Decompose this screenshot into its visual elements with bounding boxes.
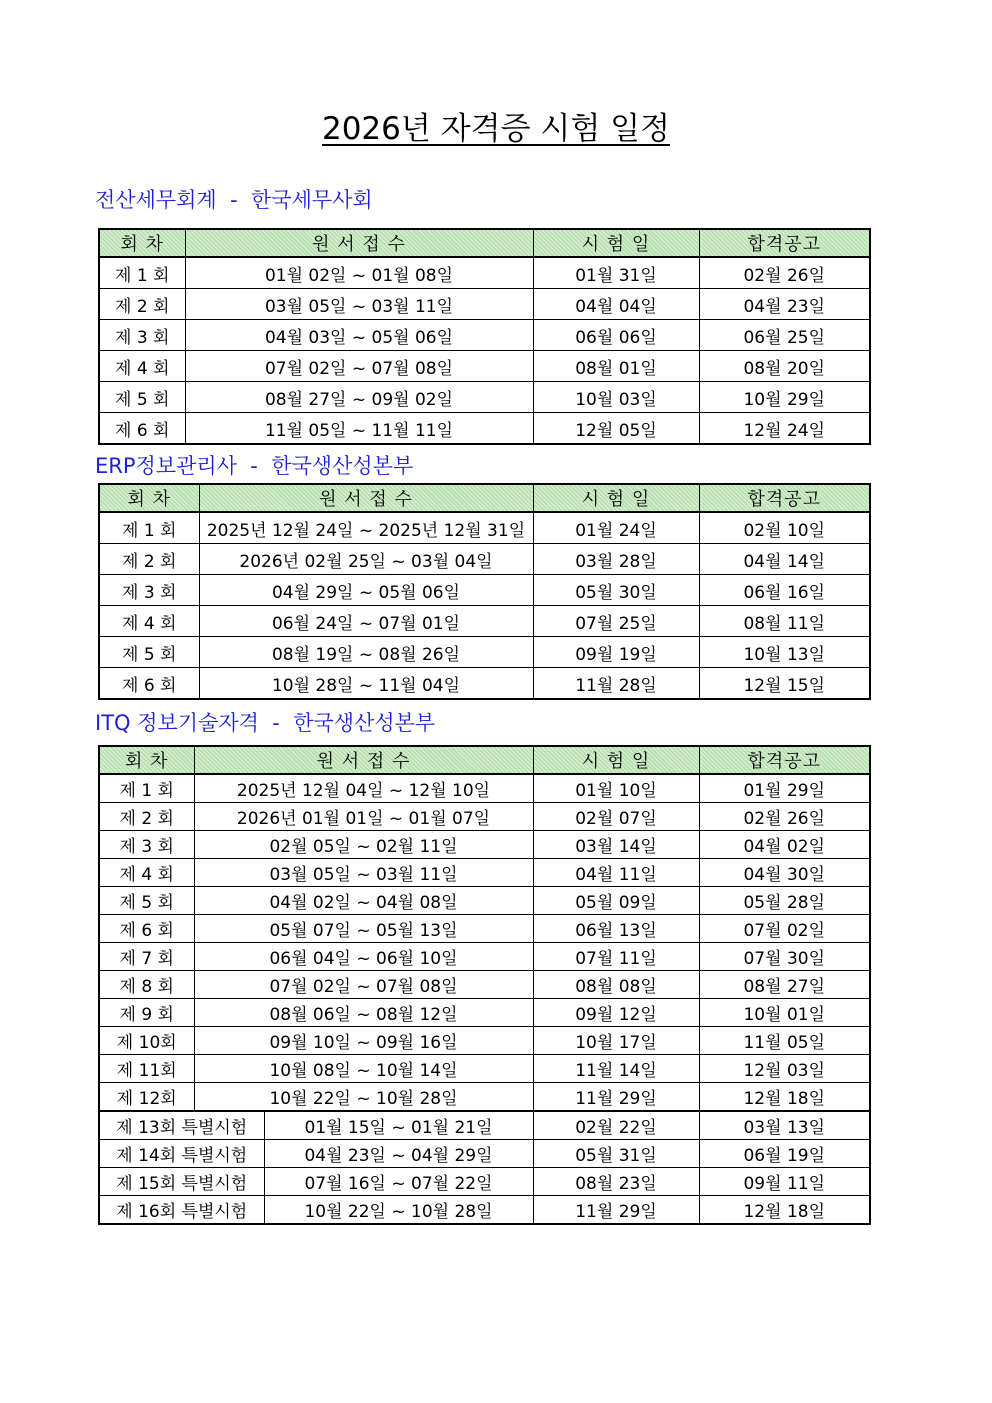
cell-exam: 12월 05일 xyxy=(533,413,699,445)
table-row-special xyxy=(99,1196,870,1225)
cell-exam: 11월 14일 xyxy=(533,1055,699,1083)
cell-round: 제 13회 특별시험 xyxy=(99,1111,264,1140)
cell-apply: 01월 15일 ~ 01월 21일 xyxy=(264,1111,533,1140)
cell-apply: 2025년 12월 24일 ~ 2025년 12월 31일 xyxy=(199,512,533,544)
cell-apply: 05월 07일 ~ 05월 13일 xyxy=(194,915,533,943)
cell-exam: 05월 09일 xyxy=(533,887,699,915)
cell-round: 제 6 회 xyxy=(99,668,199,700)
table-row xyxy=(99,413,870,445)
cell-apply: 07월 16일 ~ 07월 22일 xyxy=(264,1168,533,1196)
cell-apply: 04월 02일 ~ 04월 08일 xyxy=(194,887,533,915)
section-heading-erp: ERP정보관리사 - 한국생산성본부 xyxy=(95,454,414,478)
header-round: 회 차 xyxy=(99,484,199,512)
cell-round: 제 15회 특별시험 xyxy=(99,1168,264,1196)
cell-apply: 07월 02일 ~ 07월 08일 xyxy=(185,351,533,382)
table-row xyxy=(99,606,870,637)
cell-exam: 03월 28일 xyxy=(533,544,699,575)
cell-exam: 02월 22일 xyxy=(533,1111,699,1140)
cell-apply: 03월 05일 ~ 03월 11일 xyxy=(194,859,533,887)
table-header-row xyxy=(99,229,870,257)
cell-apply: 11월 05일 ~ 11월 11일 xyxy=(185,413,533,445)
cell-result: 12월 18일 xyxy=(699,1083,870,1112)
cell-exam: 10월 17일 xyxy=(533,1027,699,1055)
table-header-row xyxy=(99,746,870,774)
cell-round: 제 1 회 xyxy=(99,512,199,544)
cell-apply: 10월 08일 ~ 10월 14일 xyxy=(194,1055,533,1083)
cell-round: 제 10회 xyxy=(99,1027,194,1055)
header-result: 합격공고 xyxy=(699,484,870,512)
cell-exam: 07월 25일 xyxy=(533,606,699,637)
cell-exam: 10월 03일 xyxy=(533,382,699,413)
cell-apply: 02월 05일 ~ 02월 11일 xyxy=(194,831,533,859)
table-row-special xyxy=(99,1140,870,1168)
cell-result: 10월 29일 xyxy=(699,382,870,413)
cell-exam: 11월 29일 xyxy=(533,1083,699,1112)
cell-exam: 02월 07일 xyxy=(533,803,699,831)
cell-result: 08월 27일 xyxy=(699,971,870,999)
cell-result: 08월 11일 xyxy=(699,606,870,637)
cell-apply: 06월 24일 ~ 07월 01일 xyxy=(199,606,533,637)
cell-exam: 08월 08일 xyxy=(533,971,699,999)
cell-apply: 07월 02일 ~ 07월 08일 xyxy=(194,971,533,999)
cell-result: 07월 02일 xyxy=(699,915,870,943)
table-row xyxy=(99,971,870,999)
table-row xyxy=(99,351,870,382)
cell-result: 04월 23일 xyxy=(699,289,870,320)
table-row xyxy=(99,1083,870,1112)
cell-exam: 06월 13일 xyxy=(533,915,699,943)
cell-round: 제 11회 xyxy=(99,1055,194,1083)
cell-apply: 06월 04일 ~ 06월 10일 xyxy=(194,943,533,971)
header-apply: 원 서 접 수 xyxy=(194,746,533,774)
cell-apply: 04월 03일 ~ 05월 06일 xyxy=(185,320,533,351)
cell-result: 12월 03일 xyxy=(699,1055,870,1083)
cell-result: 02월 26일 xyxy=(699,257,870,289)
table-row xyxy=(99,887,870,915)
cell-apply: 2026년 01월 01일 ~ 01월 07일 xyxy=(194,803,533,831)
cell-apply: 10월 28일 ~ 11월 04일 xyxy=(199,668,533,700)
cell-result: 06월 19일 xyxy=(699,1140,870,1168)
cell-exam: 11월 29일 xyxy=(533,1196,699,1225)
cell-result: 03월 13일 xyxy=(699,1111,870,1140)
cell-result: 10월 01일 xyxy=(699,999,870,1027)
cell-round: 제 12회 xyxy=(99,1083,194,1112)
cell-result: 02월 26일 xyxy=(699,803,870,831)
cell-round: 제 9 회 xyxy=(99,999,194,1027)
table-row xyxy=(99,943,870,971)
cell-round: 제 1 회 xyxy=(99,257,185,289)
cell-result: 05월 28일 xyxy=(699,887,870,915)
table-row xyxy=(99,320,870,351)
cell-round: 제 2 회 xyxy=(99,289,185,320)
table-row xyxy=(99,289,870,320)
cell-exam: 06월 06일 xyxy=(533,320,699,351)
cell-round: 제 6 회 xyxy=(99,915,194,943)
table-row xyxy=(99,1027,870,1055)
header-round: 회 차 xyxy=(99,229,185,257)
cell-exam: 04월 11일 xyxy=(533,859,699,887)
cell-result: 04월 30일 xyxy=(699,859,870,887)
schedule-table-erp xyxy=(98,483,871,700)
table-header-row xyxy=(99,484,870,512)
cell-result: 12월 18일 xyxy=(699,1196,870,1225)
header-result: 합격공고 xyxy=(699,229,870,257)
table-row xyxy=(99,257,870,289)
cell-exam: 11월 28일 xyxy=(533,668,699,700)
cell-exam: 04월 04일 xyxy=(533,289,699,320)
cell-apply: 09월 10일 ~ 09월 16일 xyxy=(194,1027,533,1055)
header-result: 합격공고 xyxy=(699,746,870,774)
cell-result: 11월 05일 xyxy=(699,1027,870,1055)
header-round: 회 차 xyxy=(99,746,194,774)
table-row xyxy=(99,575,870,606)
cell-round: 제 4 회 xyxy=(99,606,199,637)
cell-result: 10월 13일 xyxy=(699,637,870,668)
table-row xyxy=(99,668,870,700)
schedule-table-tax-accounting xyxy=(98,228,871,445)
cell-apply: 10월 22일 ~ 10월 28일 xyxy=(264,1196,533,1225)
cell-apply: 04월 29일 ~ 05월 06일 xyxy=(199,575,533,606)
schedule-table-itq xyxy=(98,745,871,1225)
cell-apply: 10월 22일 ~ 10월 28일 xyxy=(194,1083,533,1112)
cell-exam: 01월 31일 xyxy=(533,257,699,289)
cell-round: 제 3 회 xyxy=(99,320,185,351)
cell-apply: 01월 02일 ~ 01월 08일 xyxy=(185,257,533,289)
cell-round: 제 6 회 xyxy=(99,413,185,445)
header-exam: 시 험 일 xyxy=(533,229,699,257)
cell-round: 제 5 회 xyxy=(99,382,185,413)
table-row xyxy=(99,774,870,803)
cell-result: 01월 29일 xyxy=(699,774,870,803)
cell-apply: 04월 23일 ~ 04월 29일 xyxy=(264,1140,533,1168)
header-apply: 원 서 접 수 xyxy=(185,229,533,257)
cell-apply: 08월 27일 ~ 09월 02일 xyxy=(185,382,533,413)
cell-exam: 07월 11일 xyxy=(533,943,699,971)
cell-round: 제 16회 특별시험 xyxy=(99,1196,264,1225)
section-heading-tax-accounting: 전산세무회계 - 한국세무사회 xyxy=(95,188,373,212)
cell-round: 제 3 회 xyxy=(99,831,194,859)
table-row xyxy=(99,512,870,544)
table-row xyxy=(99,859,870,887)
cell-exam: 05월 30일 xyxy=(533,575,699,606)
cell-exam: 09월 12일 xyxy=(533,999,699,1027)
table-row xyxy=(99,382,870,413)
cell-exam: 03월 14일 xyxy=(533,831,699,859)
header-apply: 원 서 접 수 xyxy=(199,484,533,512)
cell-round: 제 7 회 xyxy=(99,943,194,971)
cell-exam: 09월 19일 xyxy=(533,637,699,668)
cell-apply: 03월 05일 ~ 03월 11일 xyxy=(185,289,533,320)
cell-round: 제 4 회 xyxy=(99,859,194,887)
table-row xyxy=(99,831,870,859)
cell-exam: 05월 31일 xyxy=(533,1140,699,1168)
cell-apply: 08월 06일 ~ 08월 12일 xyxy=(194,999,533,1027)
table-row xyxy=(99,1055,870,1083)
cell-result: 04월 02일 xyxy=(699,831,870,859)
header-exam: 시 험 일 xyxy=(533,484,699,512)
cell-result: 06월 16일 xyxy=(699,575,870,606)
cell-round: 제 14회 특별시험 xyxy=(99,1140,264,1168)
cell-result: 08월 20일 xyxy=(699,351,870,382)
page-title: 2026년 자격증 시험 일정 xyxy=(321,111,671,147)
cell-result: 07월 30일 xyxy=(699,943,870,971)
cell-exam: 01월 24일 xyxy=(533,512,699,544)
cell-result: 12월 15일 xyxy=(699,668,870,700)
cell-round: 제 2 회 xyxy=(99,544,199,575)
table-row xyxy=(99,999,870,1027)
table-row-special xyxy=(99,1168,870,1196)
cell-result: 06월 25일 xyxy=(699,320,870,351)
cell-exam: 08월 01일 xyxy=(533,351,699,382)
table-row xyxy=(99,803,870,831)
cell-round: 제 1 회 xyxy=(99,774,194,803)
cell-round: 제 5 회 xyxy=(99,637,199,668)
cell-apply: 08월 19일 ~ 08월 26일 xyxy=(199,637,533,668)
cell-result: 12월 24일 xyxy=(699,413,870,445)
cell-round: 제 4 회 xyxy=(99,351,185,382)
cell-result: 04월 14일 xyxy=(699,544,870,575)
table-row xyxy=(99,637,870,668)
header-exam: 시 험 일 xyxy=(533,746,699,774)
cell-round: 제 8 회 xyxy=(99,971,194,999)
cell-exam: 01월 10일 xyxy=(533,774,699,803)
cell-result: 02월 10일 xyxy=(699,512,870,544)
cell-apply: 2026년 02월 25일 ~ 03월 04일 xyxy=(199,544,533,575)
cell-round: 제 5 회 xyxy=(99,887,194,915)
cell-apply: 2025년 12월 04일 ~ 12월 10일 xyxy=(194,774,533,803)
section-heading-itq: ITQ 정보기술자격 - 한국생산성본부 xyxy=(95,711,436,735)
table-row-special xyxy=(99,1111,870,1140)
cell-round: 제 3 회 xyxy=(99,575,199,606)
cell-result: 09월 11일 xyxy=(699,1168,870,1196)
cell-round: 제 2 회 xyxy=(99,803,194,831)
table-row xyxy=(99,915,870,943)
table-row xyxy=(99,544,870,575)
cell-exam: 08월 23일 xyxy=(533,1168,699,1196)
